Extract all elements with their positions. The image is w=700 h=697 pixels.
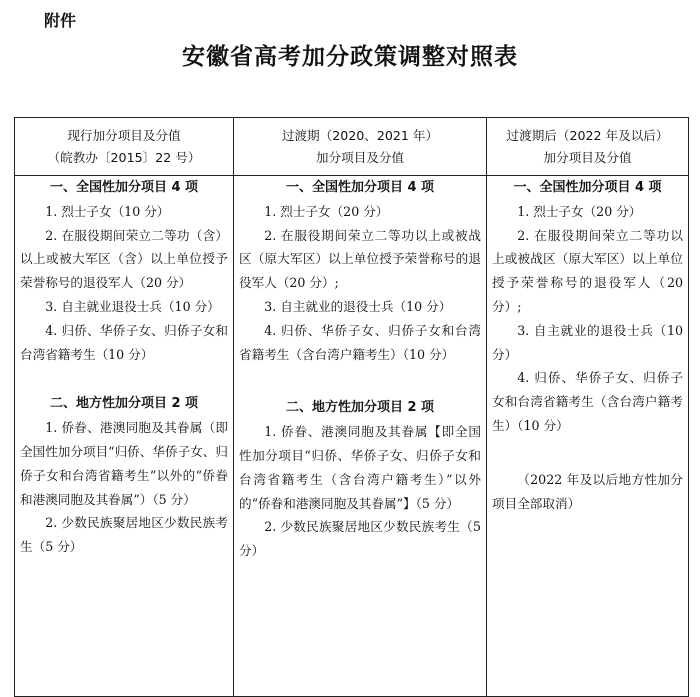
list-item: 3. 自主就业退役士兵（10 分） [45,298,220,314]
header-post-line2: 加分项目及分值 [543,149,632,165]
header-transition [234,118,487,176]
list-item: 1. 侨眷、港澳同胞及其眷属（即全国性加分项目“归侨、华侨子女、归侨子女和台湾省籍考生”以外的“侨眷和港澳同胞及其眷属”）（5 分） [20,420,228,507]
header-post-line1: 过渡期后（2022 年及以后） [506,127,669,143]
list-item: 1. 烈士子女（20 分） [264,203,389,219]
cell-current [15,176,234,697]
page-title: 安徽省高考加分政策调整对照表 [182,43,518,70]
section-title: 二、地方性加分项目 2 项 [49,396,199,412]
table-header-row [15,118,689,176]
list-item: 4. 归侨、华侨子女、归侨子女和台湾省籍考生（10 分） [20,322,228,362]
note-text: （2022 年及以后地方性加分项目全部取消） [492,471,683,511]
list-item: 2. 在服役期间荣立二等功以上或被战区（原大军区）以上单位授予荣誉称号的退役军人（20 分）; [492,227,683,314]
cell-post-transition [487,176,689,697]
list-item: 4. 归侨、华侨子女、归侨子女和台湾省籍考生（含台湾户籍考生）（10 分） [239,322,481,362]
list-item: 4. 归侨、华侨子女、归侨子女和台湾省籍考生（含台湾户籍考生）（10 分） [492,370,683,433]
list-item: 2. 少数民族聚居地区少数民族考生（5 分） [239,519,481,559]
section-title: 一、全国性加分项目 4 项 [513,180,662,195]
section-title: 二、地方性加分项目 2 项 [285,400,435,416]
list-item: 1. 烈士子女（20 分） [517,203,642,219]
list-item: 1. 烈士子女（10 分） [45,203,170,219]
list-item: 3. 自主就业的退役士兵（10 分） [264,298,452,314]
header-post-transition [487,118,689,176]
header-transition-line2: 加分项目及分值 [315,149,405,165]
list-item: 1. 侨眷、港澳同胞及其眷属【即全国性加分项目“归侨、华侨子女、归侨子女和台湾省籍考生（含台湾户籍考生）”以外的“侨眷和港澳同胞及其眷属”】（5 分） [239,424,481,511]
section-title: 一、全国性加分项目 4 项 [285,180,435,195]
header-current-line2: （皖教办〔2015〕22 号） [47,149,201,165]
comparison-table [14,117,689,697]
table-body-row [15,176,689,697]
section-title: 一、全国性加分项目 4 项 [49,180,199,195]
attachment-label: 附件 [44,11,77,30]
list-item: 2. 在服役期间荣立二等功（含）以上或被大军区（含）以上单位授予荣誉称号的退役军人（20 分） [20,227,228,291]
header-transition-line1: 过渡期（2020、2021 年） [281,127,439,143]
list-item: 2. 在服役期间荣立二等功以上或被战区（原大军区）以上单位授予荣誉称号的退役军人（20 分）; [239,227,481,291]
header-current-line1: 现行加分项目及分值 [67,127,181,143]
list-item: 2. 少数民族聚居地区少数民族考生（5 分） [20,515,228,555]
header-current [15,118,234,176]
list-item: 3. 自主就业的退役士兵（10 分） [492,322,683,362]
cell-transition [234,176,487,697]
